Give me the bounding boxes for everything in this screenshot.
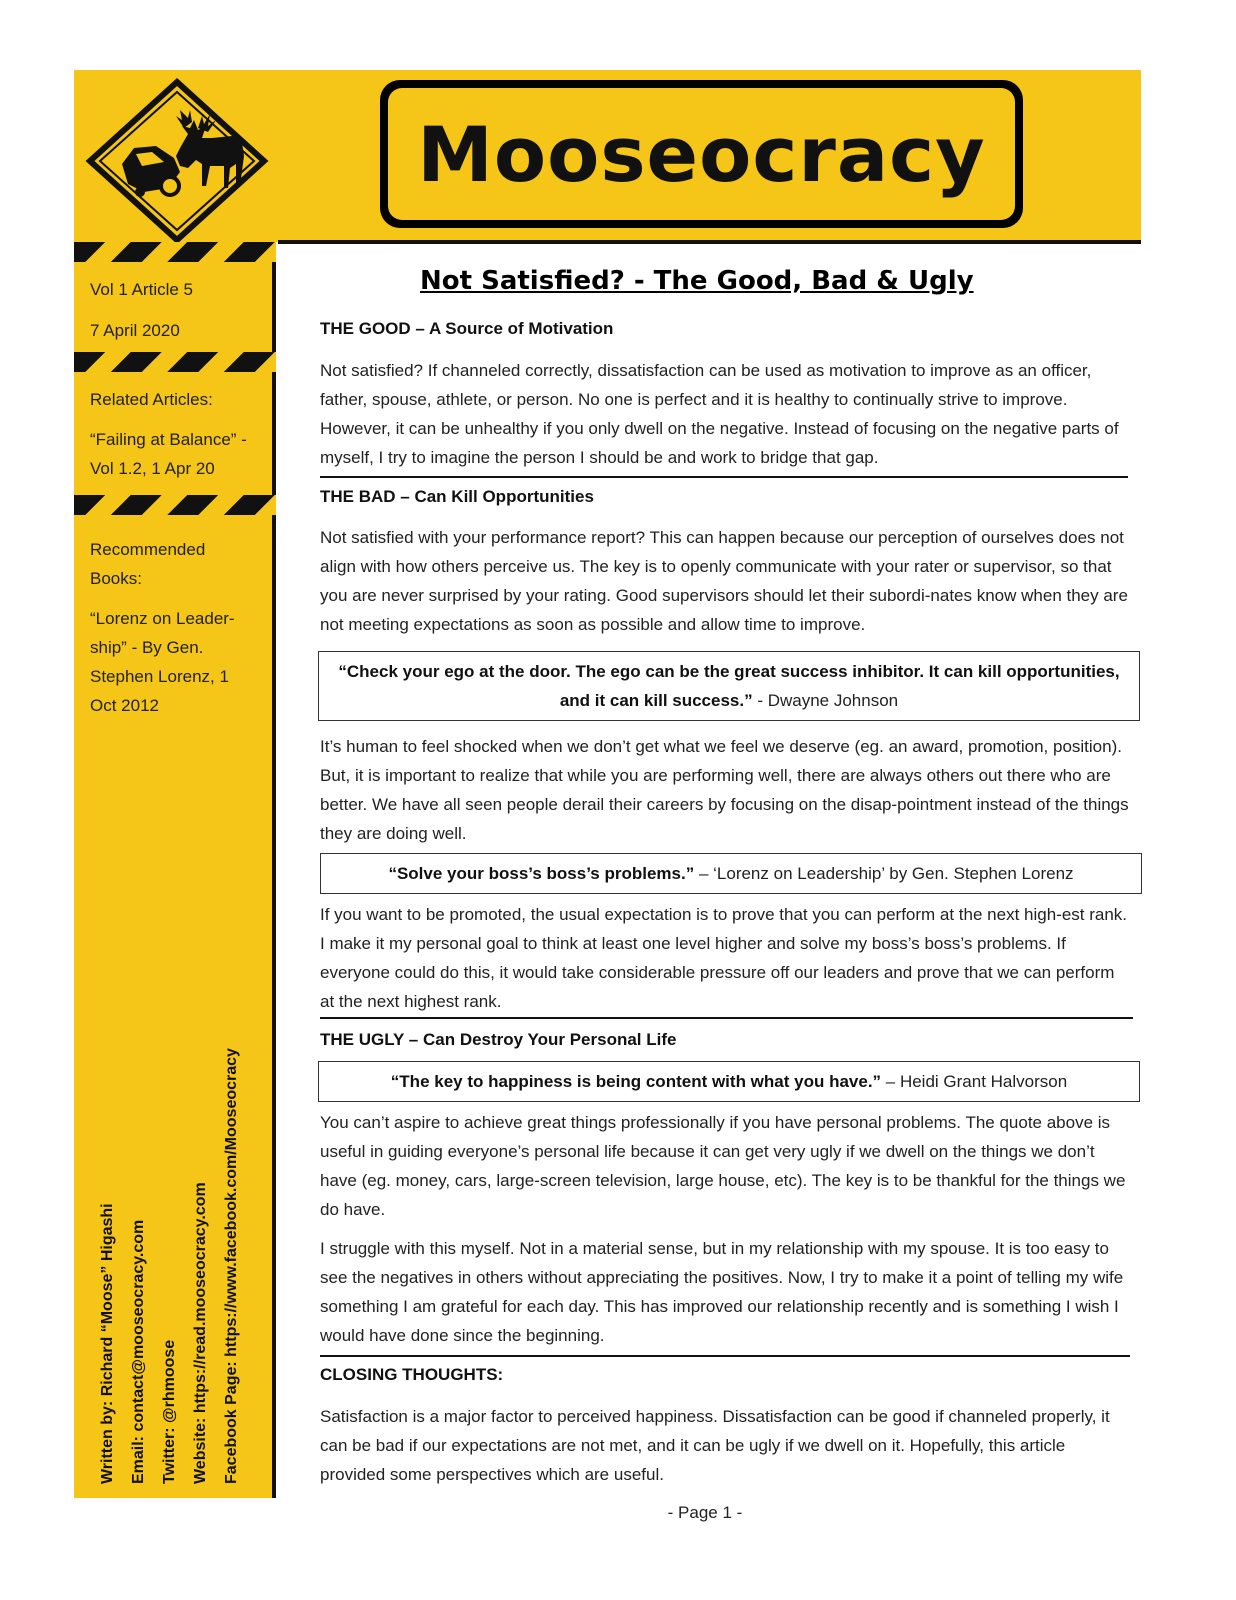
related-article-line: Vol 1.2, 1 Apr 20 <box>90 459 215 478</box>
book-line: ship” - By Gen. <box>90 638 204 657</box>
books-heading: Recommended <box>90 540 206 559</box>
paragraph: You can’t aspire to achieve great things professionally if you have personal problems. The quote above is useful in guiding everyone’s personal life because it can get very ugly if we dwell on the things we don’t have (eg. money, cars, large-screen television, large house, etc). The key is to be thankful for the things we do have. <box>320 1113 1126 1219</box>
quote-author: – Heidi Grant Halvorson <box>881 1072 1068 1091</box>
hazard-stripe <box>74 242 276 262</box>
email-line: Email: contact@mooseocracy.com <box>130 1219 147 1484</box>
article-title: Not Satisfied? - The Good, Bad & Ugly <box>420 266 974 296</box>
section-divider <box>320 476 1128 478</box>
paragraph: Satisfaction is a major factor to perceived happiness. Dissatisfaction can be good if channeled properly, it can be bad if our expectations are not met, and it can be ugly if we dwell on it. Hopefully, this article provided some perspectives which are useful. <box>320 1407 1110 1484</box>
facebook-line: Facebook Page: https://www.facebook.com/Mooseocracy <box>223 1048 240 1484</box>
section-divider <box>320 1017 1133 1019</box>
section-heading-bad: THE BAD – Can Kill Opportunities <box>320 487 594 506</box>
section-heading-good: THE GOOD – A Source of Motivation <box>320 319 614 338</box>
quote-text: “Check your ego at the door. The ego can be the great success inhibitor. It can kill opportunities, and it can kill success.” <box>338 662 1120 710</box>
contact-block <box>92 1014 247 1484</box>
paragraph: Not satisfied? If channeled correctly, dissatisfaction can be used as motivation to improve as an officer, father, spouse, athlete, or person. No one is perfect and it is healthy to continually strive to improve. However, it can be unhealthy if you only dwell on the negative. Instead of focusing on the negative parts of myself, I try to imagine the person I should be and work to bridge that gap. <box>320 361 1119 467</box>
section-heading-ugly: THE UGLY – Can Destroy Your Personal Life <box>320 1030 677 1049</box>
hazard-stripe <box>74 352 276 372</box>
sidebar-divider <box>272 242 276 1498</box>
quote-box <box>320 853 1142 894</box>
moose-car-warning-sign-icon <box>84 76 270 246</box>
paragraph: I struggle with this myself. Not in a material sense, but in my relationship with my spouse. It is too easy to see the negatives in others without appreciating the positives. Now, I try to make it a point of telling my wife something I am grateful for each day. This has improved our relationship recently and is something I wish I would have done since the beginning. <box>320 1239 1124 1345</box>
quote-box <box>318 1061 1140 1102</box>
author-line: Written by: Richard “Moose” Higashi <box>99 1203 116 1484</box>
hazard-stripe <box>74 495 276 515</box>
twitter-line: Twitter: @rhmoose <box>161 1339 178 1484</box>
related-article-line: “Failing at Balance” - <box>90 430 247 449</box>
paragraph: If you want to be promoted, the usual expectation is to prove that you can perform at the next high-est rank. I make it my personal goal to think at least one level higher and solve my boss’s boss’s problems. If everyone could do this, it would take considerable pressure off our leaders and prove that we can perform at the next highest rank. <box>320 905 1128 1011</box>
books-heading: Books: <box>90 569 142 588</box>
quote-box <box>318 651 1140 721</box>
book-line: Stephen Lorenz, 1 <box>90 667 229 686</box>
volume-label: Vol 1 Article 5 <box>90 280 194 299</box>
paragraph: Not satisfied with your performance report? This can happen because our perception of ourselves does not align with how others perceive us. The key is to openly communicate with your rater or supervisor, so that you are never surprised by your rating. Good supervisors should let their subordi-nates know when they are not meeting expectations as soon as possible and allow time to improve. <box>320 528 1128 634</box>
book-line: Oct 2012 <box>90 696 159 715</box>
section-divider <box>320 1355 1130 1357</box>
quote-text: “The key to happiness is being content with what you have.” <box>390 1072 882 1091</box>
quote-text: “Solve your boss’s boss’s problems.” <box>388 864 695 883</box>
masthead-title: Mooseocracy <box>417 109 986 199</box>
book-line: “Lorenz on Leader- <box>90 609 235 628</box>
header-divider <box>278 240 1141 244</box>
quote-author: – ‘Lorenz on Leadership’ by Gen. Stephen Lorenz <box>694 864 1074 883</box>
section-heading-closing: CLOSING THOUGHTS: <box>320 1365 504 1384</box>
related-heading: Related Articles: <box>90 390 213 409</box>
paragraph: It’s human to feel shocked when we don’t get what we feel we deserve (eg. an award, promotion, position). But, it is important to realize that while you are performing well, there are always others out there who are better. We have all seen people derail their careers by focusing on the disap-pointment instead of the things they are doing well. <box>320 737 1129 843</box>
issue-date: 7 April 2020 <box>90 321 180 340</box>
quote-author: - Dwayne Johnson <box>752 691 899 710</box>
website-line: Website: https://read.mooseocracy.com <box>192 1182 209 1484</box>
masthead-plate <box>380 80 1023 228</box>
page-number: - Page 1 - <box>667 1503 743 1522</box>
